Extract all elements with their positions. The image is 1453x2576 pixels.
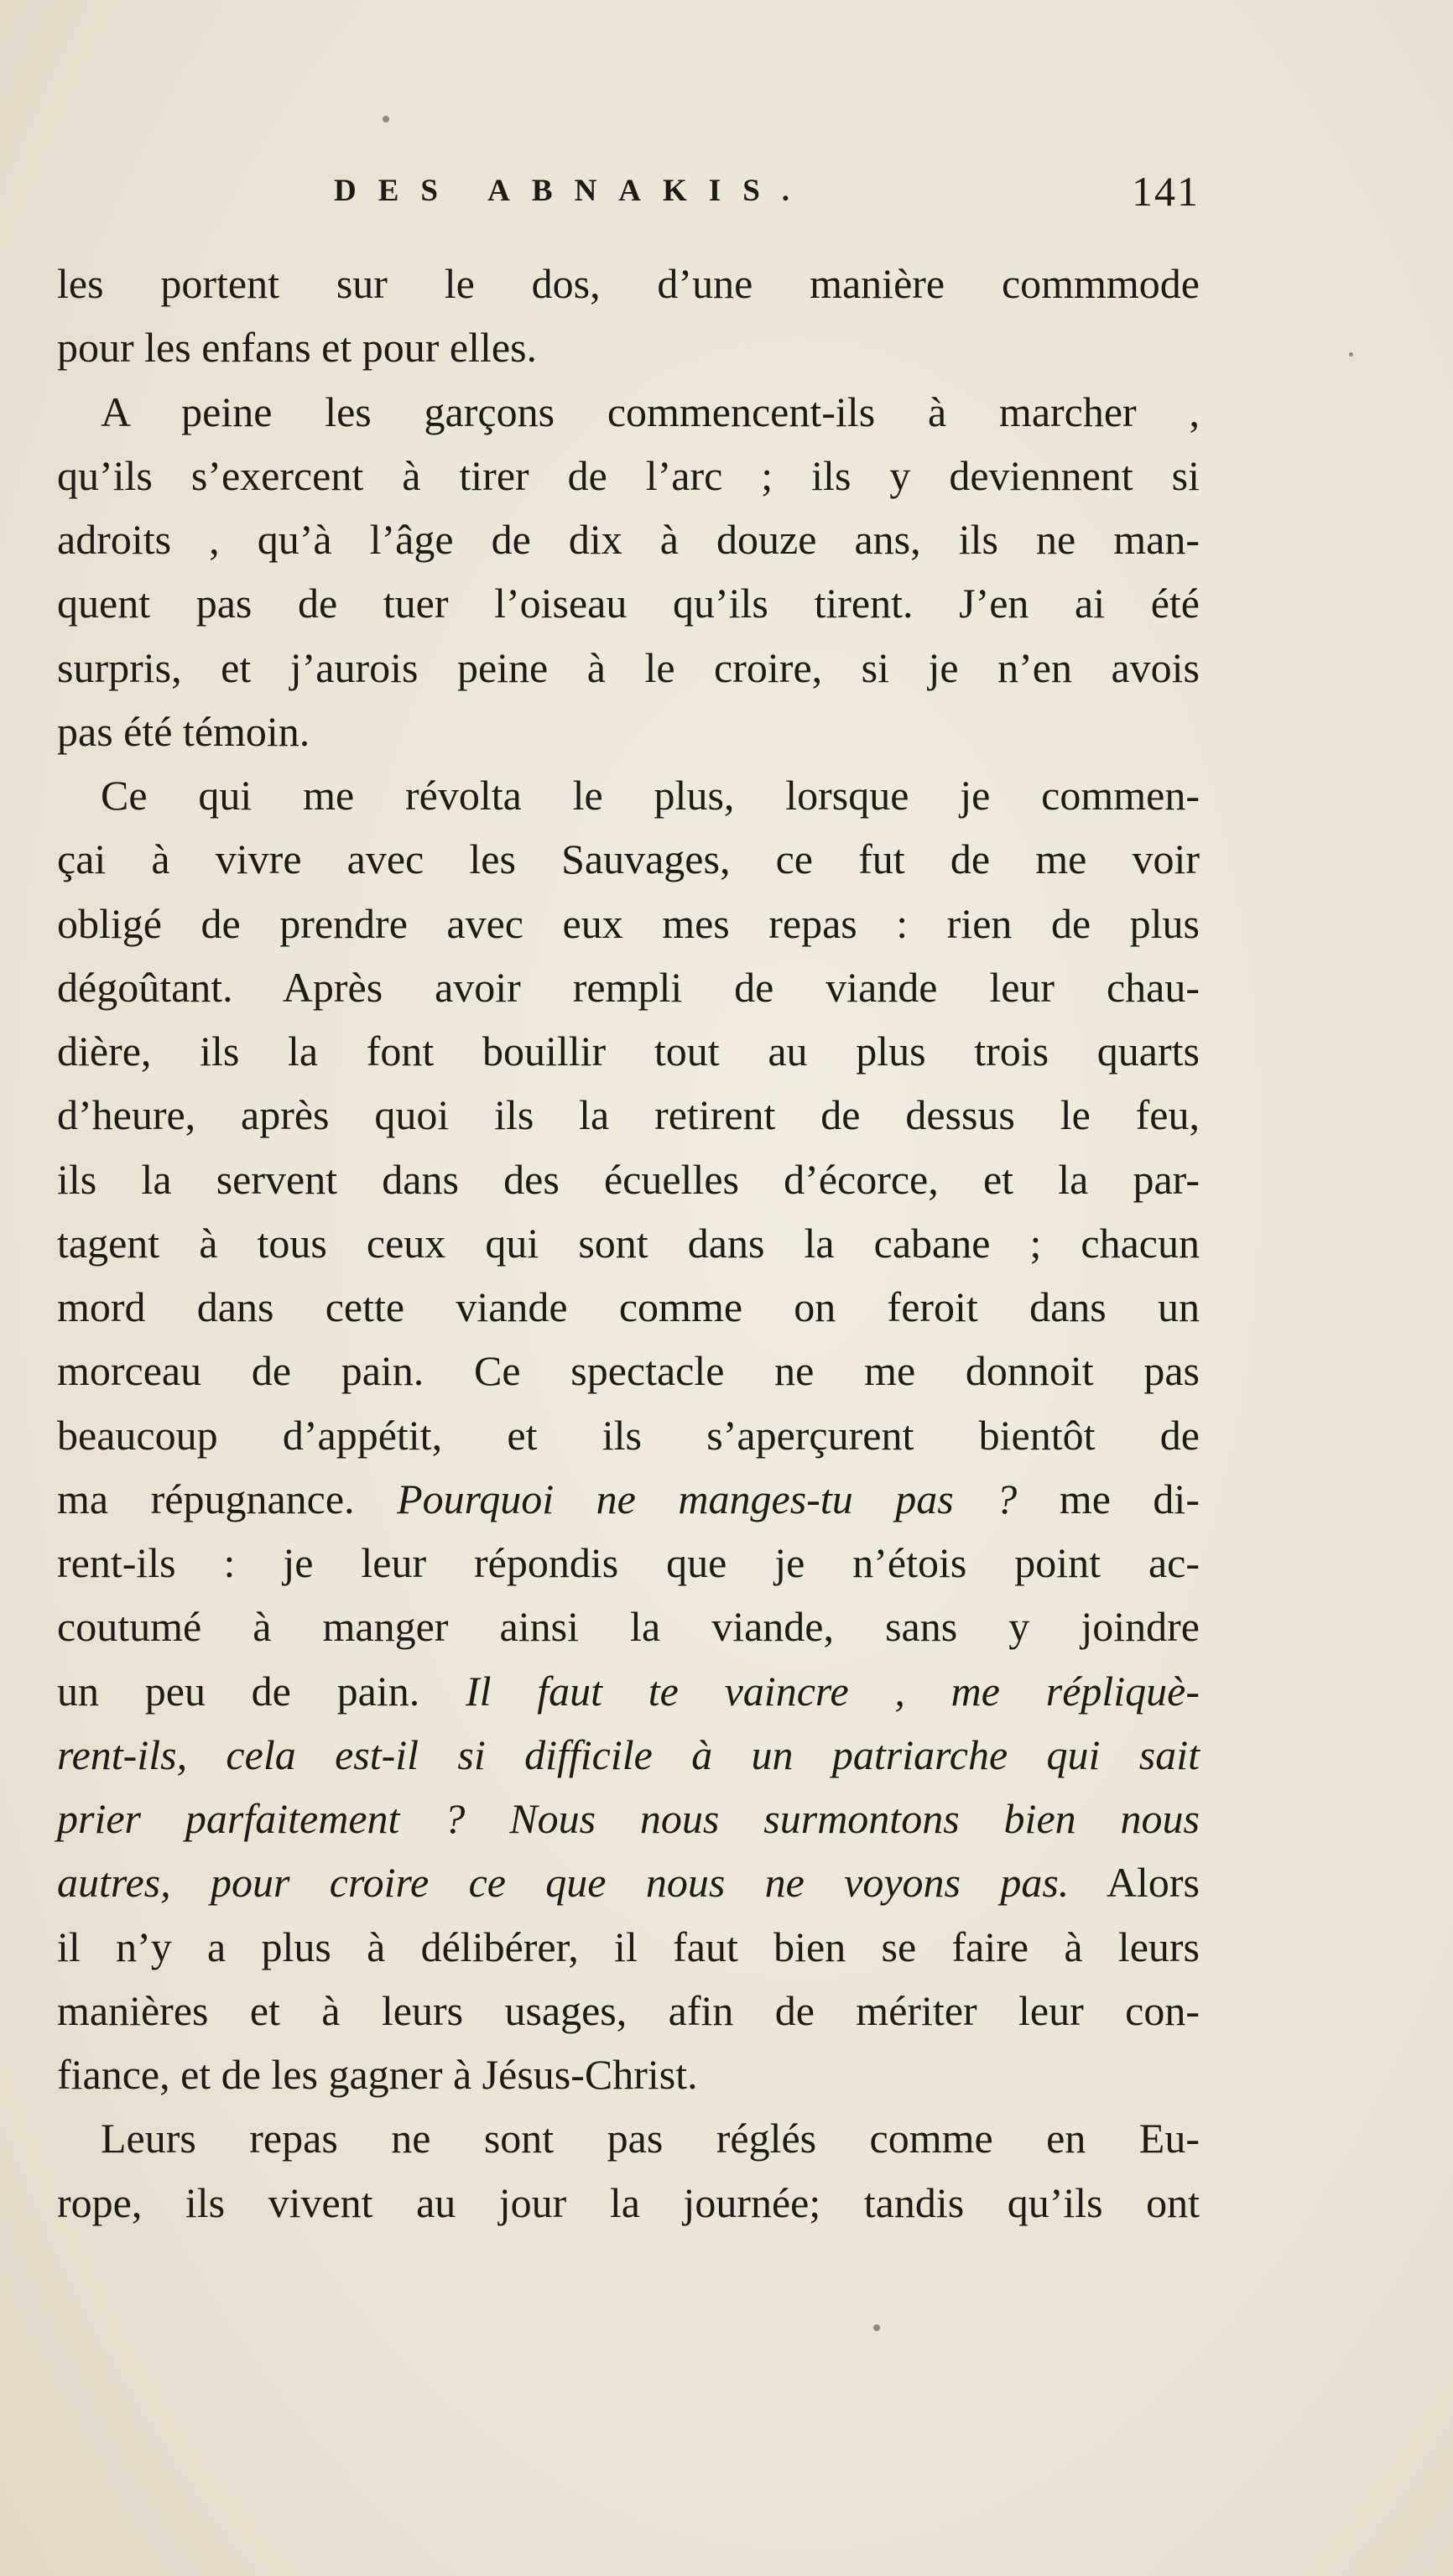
text-segment: tagent à tous ceux qui sont dans la cabane ; chacun	[57, 1219, 1200, 1267]
text-line	[57, 636, 1200, 700]
text-segment: manières et à leurs usages, afin de mériter leur con-	[57, 1986, 1200, 2034]
text-line	[57, 1723, 1200, 1787]
text-line	[57, 2106, 1200, 2170]
text-line	[57, 571, 1200, 635]
text-line	[57, 1659, 1200, 1723]
text-line	[57, 892, 1200, 955]
italic-segment: autres, pour croire ce que nous ne voyons pas.	[57, 1859, 1070, 1907]
text-segment: un peu de pain.	[57, 1667, 466, 1715]
text-segment: mord dans cette viande comme on feroit dans un	[57, 1283, 1200, 1330]
text-segment: rent-ils : je leur répondis que je n’étois point ac-	[57, 1539, 1200, 1586]
text-segment: adroits , qu’à l’âge de dix à douze ans, ils ne man-	[57, 516, 1200, 563]
text-line	[57, 1083, 1200, 1147]
text-line	[57, 1147, 1200, 1211]
text-segment: Leurs repas ne sont pas réglés comme en Eu-	[101, 2115, 1200, 2162]
text-segment: Ce qui me révolta le plus, lorsque je commen-	[101, 772, 1200, 819]
text-line	[57, 1467, 1200, 1531]
text-line	[57, 252, 1200, 315]
text-line	[57, 507, 1200, 571]
italic-segment: prier parfaitement ? Nous nous surmontons bien nous	[57, 1795, 1200, 1842]
paper-speck	[1349, 352, 1353, 356]
text-line	[57, 1915, 1200, 1979]
page-header	[57, 166, 1200, 216]
text-segment: ils la servent dans des écuelles d’écorce, et la par-	[57, 1155, 1200, 1203]
page-number: 141	[1132, 168, 1200, 215]
text-segment: fiance, et de les gagner à Jésus-Christ.	[57, 2051, 698, 2098]
text-segment: A peine les garçons commencent-ils à marcher ,	[101, 388, 1200, 435]
text-segment: rope, ils vivent au jour la journée; tandis qu’ils ont	[57, 2178, 1200, 2226]
paper-speck	[873, 2324, 880, 2331]
text-segment: quent pas de tuer l’oiseau qu’ils tirent. J’en ai été	[57, 580, 1200, 627]
text-segment: dière, ils la font bouillir tout au plus trois quarts	[57, 1028, 1200, 1075]
text-line	[57, 444, 1200, 507]
text-segment: pour les enfans et pour elles.	[57, 324, 538, 372]
text-line	[57, 2043, 1200, 2106]
text-segment: coutumé à manger ainsi la viande, sans y joindre	[57, 1603, 1200, 1651]
text-segment: obligé de prendre avec eux mes repas : rien de plus	[57, 899, 1200, 947]
running-head: DES ABNAKIS.	[334, 174, 812, 208]
text-segment: dégoûtant. Après avoir rempli de viande leur chau-	[57, 963, 1200, 1011]
italic-segment: Il faut te vaincre , me répliquè-	[465, 1667, 1200, 1715]
text-line	[57, 380, 1200, 444]
text-line	[57, 1531, 1200, 1595]
text-line	[57, 2171, 1200, 2235]
text-line	[57, 1275, 1200, 1339]
text-segment: Alors	[1069, 1859, 1200, 1907]
text-segment: me di-	[1017, 1475, 1200, 1522]
text-segment: morceau de pain. Ce spectacle ne me donnoit pas	[57, 1347, 1200, 1395]
text-line	[57, 700, 1200, 763]
text-line	[57, 1211, 1200, 1275]
body-text	[57, 252, 1200, 2235]
text-segment: qu’ils s’exercent à tirer de l’arc ; ils y deviennent si	[57, 451, 1200, 499]
text-line	[57, 1850, 1200, 1914]
text-line	[57, 1787, 1200, 1850]
text-segment: il n’y a plus à délibérer, il faut bien se faire à leurs	[57, 1923, 1200, 1970]
text-line	[57, 315, 1200, 379]
text-line	[57, 1595, 1200, 1658]
text-line	[57, 1339, 1200, 1402]
text-segment: ma répugnance.	[57, 1475, 398, 1522]
italic-segment: Pourquoi ne manges-tu pas ?	[397, 1475, 1018, 1522]
italic-segment: rent-ils, cela est-il si difficile à un patriarche qui sait	[57, 1730, 1200, 1778]
text-line	[57, 1403, 1200, 1467]
text-line	[57, 827, 1200, 891]
text-segment: d’heure, après quoi ils la retirent de dessus le feu,	[57, 1091, 1200, 1139]
text-segment: surpris, et j’aurois peine à le croire, si je n’en avois	[57, 643, 1200, 691]
text-segment: beaucoup d’appétit, et ils s’aperçurent bientôt de	[57, 1411, 1200, 1459]
text-segment: pas été témoin.	[57, 707, 310, 755]
text-segment: les portent sur le dos, d’une manière commmode	[57, 260, 1200, 307]
text-line	[57, 955, 1200, 1019]
paper-speck	[383, 116, 389, 122]
text-segment: çai à vivre avec les Sauvages, ce fut de me voir	[57, 835, 1200, 883]
text-line	[57, 763, 1200, 827]
text-line	[57, 1019, 1200, 1083]
text-line	[57, 1979, 1200, 2043]
